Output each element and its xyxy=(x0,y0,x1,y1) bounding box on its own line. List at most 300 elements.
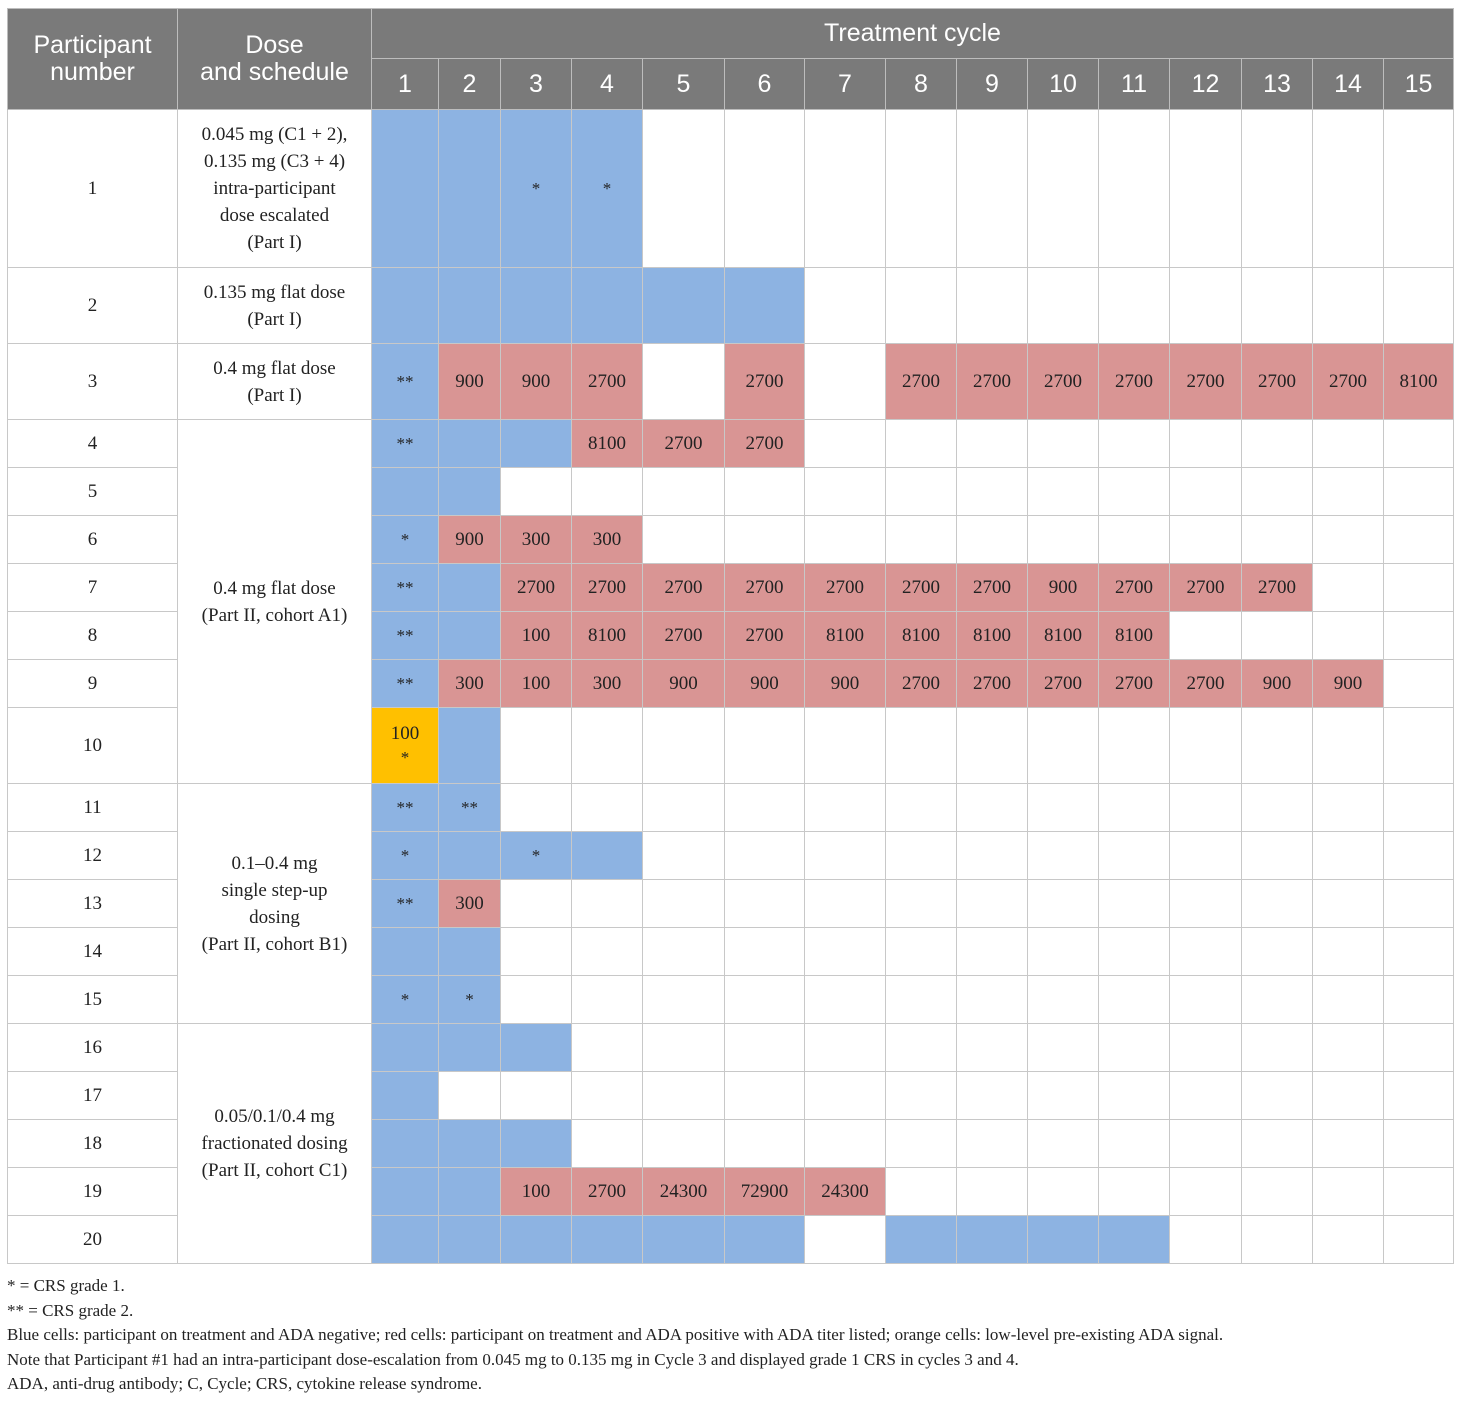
cycle-cell-ada-negative xyxy=(439,708,501,784)
cycle-cell-ada-negative xyxy=(372,928,439,976)
cycle-cell-empty xyxy=(1170,976,1242,1024)
cycle-cell-empty xyxy=(957,708,1028,784)
cycle-cell-empty xyxy=(572,880,643,928)
cycle-cell-empty xyxy=(957,1024,1028,1072)
cycle-cell-ada-positive: 2700 xyxy=(725,420,805,468)
cycle-cell-empty xyxy=(572,976,643,1024)
cycle-cell-empty xyxy=(725,1120,805,1168)
cycle-cell-empty xyxy=(1384,784,1454,832)
cycle-cell-ada-positive: 8100 xyxy=(1099,612,1170,660)
footnotes xyxy=(7,1274,1453,1397)
header-dose-line1: Dose xyxy=(245,31,304,59)
header-participant-line1: Participant xyxy=(33,31,152,59)
cycle-cell-empty xyxy=(1313,612,1384,660)
cycle-cell-ada-negative: * xyxy=(572,110,643,268)
cycle-cell-empty xyxy=(886,468,957,516)
cycle-cell-ada-positive: 2700 xyxy=(957,564,1028,612)
header-cycle-2: 2 xyxy=(439,59,501,110)
cycle-cell-empty xyxy=(1099,1024,1170,1072)
cycle-cell-empty xyxy=(805,976,886,1024)
cycle-cell-empty xyxy=(1313,1120,1384,1168)
cycle-cell-ada-positive: 2700 xyxy=(886,660,957,708)
cycle-cell-empty xyxy=(643,1024,725,1072)
cycle-cell-empty xyxy=(1313,784,1384,832)
cycle-cell-empty xyxy=(1384,832,1454,880)
cycle-cell-empty xyxy=(1170,110,1242,268)
dose-schedule-cell xyxy=(178,1024,372,1264)
cycle-cell-ada-negative xyxy=(372,268,439,344)
header-cycle-6: 6 xyxy=(725,59,805,110)
cycle-cell-empty xyxy=(1170,612,1242,660)
cycle-cell-ada-positive: 2700 xyxy=(957,344,1028,420)
header-cycle-1: 1 xyxy=(372,59,439,110)
dose-schedule-cell xyxy=(178,784,372,1024)
cycle-cell-empty xyxy=(643,1072,725,1120)
cycle-cell-ada-negative xyxy=(643,268,725,344)
cycle-cell-empty xyxy=(1170,708,1242,784)
cycle-cell-empty xyxy=(1242,1024,1313,1072)
cycle-cell-ada-negative xyxy=(1028,1216,1099,1264)
cycle-cell-ada-negative: * xyxy=(439,976,501,1024)
cycle-cell-empty xyxy=(1384,880,1454,928)
cycle-cell-ada-positive: 900 xyxy=(1242,660,1313,708)
dose-line: dose escalated xyxy=(219,205,330,226)
cycle-cell-ada-negative xyxy=(439,268,501,344)
dose-schedule-cell xyxy=(178,344,372,420)
cycle-cell-empty xyxy=(1170,928,1242,976)
participant-number-cell: 17 xyxy=(8,1072,178,1120)
cycle-cell-empty xyxy=(805,928,886,976)
cycle-cell-empty xyxy=(1099,784,1170,832)
cycle-cell-ada-positive: 8100 xyxy=(805,612,886,660)
cycle-cell-empty xyxy=(1384,468,1454,516)
dose-line: 0.4 mg flat dose xyxy=(213,577,336,599)
cycle-cell-ada-negative xyxy=(501,1120,572,1168)
header-cycle-12: 12 xyxy=(1170,59,1242,110)
dose-line: 0.1–0.4 mg xyxy=(231,852,318,874)
cycle-cell-empty xyxy=(886,516,957,564)
cycle-cell-ada-positive: 2700 xyxy=(886,564,957,612)
cycle-cell-ada-positive: 2700 xyxy=(1313,344,1384,420)
cycle-cell-empty xyxy=(501,1072,572,1120)
cycle-cell-empty xyxy=(957,268,1028,344)
cycle-cell-ada-positive: 900 xyxy=(439,516,501,564)
cycle-cell-empty xyxy=(1242,928,1313,976)
cycle-cell-empty xyxy=(886,880,957,928)
cycle-cell-empty xyxy=(957,880,1028,928)
participant-number-cell: 16 xyxy=(8,1024,178,1072)
cycle-cell-empty xyxy=(1313,1216,1384,1264)
cycle-cell-empty xyxy=(1313,1168,1384,1216)
cycle-cell-empty xyxy=(957,420,1028,468)
ada-crs-table xyxy=(7,8,1454,1264)
cycle-cell-empty xyxy=(805,1216,886,1264)
cycle-cell-empty xyxy=(1028,1072,1099,1120)
cycle-cell-empty xyxy=(643,1120,725,1168)
cycle-cell-empty xyxy=(886,1120,957,1168)
dose-line: (Part I) xyxy=(247,308,302,330)
table-row xyxy=(8,1024,1454,1072)
cycle-cell-ada-positive: 2700 xyxy=(1170,344,1242,420)
cycle-cell-empty xyxy=(1242,468,1313,516)
footnote-crs-grade-1: * = CRS grade 1. xyxy=(7,1276,125,1295)
cycle-cell-empty xyxy=(886,928,957,976)
participant-number-cell: 1 xyxy=(8,110,178,268)
header-cycle-4: 4 xyxy=(572,59,643,110)
cycle-cell-ada-positive: 2700 xyxy=(1028,344,1099,420)
cycle-cell-empty xyxy=(1099,1072,1170,1120)
cycle-cell-empty xyxy=(1028,1168,1099,1216)
table-row xyxy=(8,344,1454,420)
cycle-cell-empty xyxy=(1313,468,1384,516)
cycle-cell-empty xyxy=(805,344,886,420)
cycle-cell-ada-negative: * xyxy=(501,110,572,268)
cycle-cell-empty xyxy=(1099,268,1170,344)
cycle-cell-empty xyxy=(501,708,572,784)
cycle-cell-empty xyxy=(957,1072,1028,1120)
cycle-cell-ada-positive: 2700 xyxy=(1170,564,1242,612)
cycle-cell-empty xyxy=(1170,268,1242,344)
cycle-cell-empty xyxy=(1384,708,1454,784)
cycle-cell-ada-positive: 900 xyxy=(501,344,572,420)
cycle-cell-empty xyxy=(725,708,805,784)
dose-line: 0.135 mg (C3 + 4) xyxy=(203,151,346,172)
cycle-cell-ada-positive: 24300 xyxy=(805,1168,886,1216)
cycle-cell-ada-positive: 300 xyxy=(439,880,501,928)
cycle-cell-ada-negative xyxy=(372,1216,439,1264)
dose-line: fractionated dosing xyxy=(201,1133,348,1154)
table-body xyxy=(8,110,1454,1264)
cycle-cell-ada-positive: 2700 xyxy=(725,612,805,660)
cycle-cell-empty xyxy=(1313,564,1384,612)
cycle-cell-empty xyxy=(1170,1216,1242,1264)
cycle-cell-ada-negative xyxy=(957,1216,1028,1264)
cycle-cell-empty xyxy=(439,1072,501,1120)
cycle-cell-empty xyxy=(957,832,1028,880)
dose-line: (Part II, cohort B1) xyxy=(201,933,348,955)
ada-titer: 100 xyxy=(390,722,420,744)
cycle-cell-empty xyxy=(957,1168,1028,1216)
header-cycle-8: 8 xyxy=(886,59,957,110)
cycle-cell-ada-negative xyxy=(572,1216,643,1264)
cycle-cell-empty xyxy=(1384,268,1454,344)
cycle-cell-ada-negative: * xyxy=(372,832,439,880)
dose-schedule-cell xyxy=(178,420,372,784)
cycle-cell-empty xyxy=(1313,420,1384,468)
cycle-cell-ada-negative xyxy=(439,1120,501,1168)
cycle-cell-empty xyxy=(501,928,572,976)
cycle-cell-ada-negative xyxy=(439,612,501,660)
participant-number-cell: 18 xyxy=(8,1120,178,1168)
header-cycle-5: 5 xyxy=(643,59,725,110)
dose-line: (Part I) xyxy=(247,384,302,406)
cycle-cell-ada-negative xyxy=(501,1024,572,1072)
cycle-cell-empty xyxy=(1313,1024,1384,1072)
cycle-cell-empty xyxy=(643,516,725,564)
cycle-cell-empty xyxy=(1028,708,1099,784)
cycle-cell-empty xyxy=(1384,1024,1454,1072)
participant-number-cell: 2 xyxy=(8,268,178,344)
cycle-cell-empty xyxy=(805,420,886,468)
cycle-cell-ada-negative xyxy=(439,928,501,976)
cycle-cell-empty xyxy=(805,1120,886,1168)
cycle-cell-ada-negative xyxy=(439,1024,501,1072)
dose-line: dosing xyxy=(249,906,300,928)
cycle-cell-ada-negative xyxy=(372,1072,439,1120)
cycle-cell-empty xyxy=(886,268,957,344)
cycle-cell-empty xyxy=(1099,420,1170,468)
cycle-cell-empty xyxy=(1170,1024,1242,1072)
cycle-cell-ada-negative xyxy=(725,1216,805,1264)
header-cycle-10: 10 xyxy=(1028,59,1099,110)
cycle-cell-ada-positive: 900 xyxy=(1313,660,1384,708)
cycle-cell-empty xyxy=(1170,832,1242,880)
participant-number-cell: 12 xyxy=(8,832,178,880)
cycle-cell-ada-negative xyxy=(501,420,572,468)
cycle-cell-ada-positive: 2700 xyxy=(1099,660,1170,708)
cycle-cell-empty xyxy=(725,516,805,564)
cycle-cell-ada-negative xyxy=(439,1216,501,1264)
cycle-cell-empty xyxy=(572,708,643,784)
cycle-cell-empty xyxy=(805,268,886,344)
cycle-cell-empty xyxy=(957,516,1028,564)
cycle-cell-empty xyxy=(1028,420,1099,468)
cycle-cell-ada-negative xyxy=(572,832,643,880)
cycle-cell-empty xyxy=(886,1168,957,1216)
cycle-cell-empty xyxy=(1170,516,1242,564)
cycle-cell-empty xyxy=(1384,1216,1454,1264)
cycle-cell-empty xyxy=(1313,976,1384,1024)
cycle-cell-ada-negative: ** xyxy=(439,784,501,832)
cycle-cell-ada-positive: 300 xyxy=(501,516,572,564)
cycle-cell-empty xyxy=(805,832,886,880)
cycle-cell-ada-positive: 2700 xyxy=(725,564,805,612)
cycle-cell-empty xyxy=(1028,928,1099,976)
header-dose-line2: and schedule xyxy=(200,58,349,86)
cycle-cell-ada-positive: 8100 xyxy=(572,612,643,660)
cycle-cell-empty xyxy=(725,468,805,516)
cycle-cell-empty xyxy=(1170,1168,1242,1216)
cycle-cell-ada-positive: 2700 xyxy=(643,420,725,468)
cycle-cell-ada-negative: * xyxy=(372,976,439,1024)
header-participant-line2: number xyxy=(50,58,135,86)
dose-line: (Part II, cohort A1) xyxy=(201,604,348,626)
cycle-cell-ada-negative xyxy=(886,1216,957,1264)
footnote-crs-grade-2: ** = CRS grade 2. xyxy=(7,1300,134,1320)
cycle-cell-ada-negative xyxy=(501,1216,572,1264)
dose-line: 0.4 mg flat dose xyxy=(213,357,336,379)
cycle-cell-ada-positive: 2700 xyxy=(1242,344,1313,420)
cycle-cell-empty xyxy=(1242,1120,1313,1168)
cycle-cell-empty xyxy=(1242,1216,1313,1264)
footnote-participant-1-note: Note that Participant #1 had an intra-participant dose-escalation from 0.045 mg to 0.135 mg in Cycle 3 and displayed grade 1 CRS in cycles 3 and 4. xyxy=(7,1349,1019,1369)
cycle-cell-empty xyxy=(805,1072,886,1120)
cycle-cell-empty xyxy=(572,928,643,976)
cycle-cell-empty xyxy=(643,928,725,976)
dose-schedule-cell xyxy=(178,268,372,344)
cycle-cell-ada-negative: ** xyxy=(372,880,439,928)
cycle-cell-empty xyxy=(1384,1072,1454,1120)
dose-line: (Part II, cohort C1) xyxy=(201,1160,348,1181)
cycle-cell-empty xyxy=(1384,516,1454,564)
cycle-cell-ada-negative xyxy=(439,468,501,516)
header-cycle-9: 9 xyxy=(957,59,1028,110)
cycle-cell-empty xyxy=(957,1120,1028,1168)
header-cycle-13: 13 xyxy=(1242,59,1313,110)
cycle-cell-empty xyxy=(725,110,805,268)
cycle-cell-empty xyxy=(1028,468,1099,516)
cycle-cell-empty xyxy=(957,784,1028,832)
cycle-cell-empty xyxy=(1099,880,1170,928)
cycle-cell-ada-positive: 2700 xyxy=(643,564,725,612)
cycle-cell-ada-positive: 100 xyxy=(501,612,572,660)
cycle-cell-empty xyxy=(1242,516,1313,564)
cycle-cell-ada-positive: 2700 xyxy=(1099,564,1170,612)
header-dose-schedule xyxy=(178,9,372,110)
cycle-cell-ada-negative xyxy=(439,420,501,468)
table-row xyxy=(8,110,1454,268)
cycle-cell-preexisting-ada xyxy=(372,708,439,784)
cycle-cell-empty xyxy=(957,928,1028,976)
header-participant-number xyxy=(8,9,178,110)
cycle-cell-ada-positive: 8100 xyxy=(1384,344,1454,420)
cycle-cell-empty xyxy=(1099,110,1170,268)
cycle-cell-empty xyxy=(1099,1120,1170,1168)
cycle-cell-empty xyxy=(643,708,725,784)
cycle-cell-ada-negative: ** xyxy=(372,420,439,468)
cycle-cell-empty xyxy=(643,976,725,1024)
cycle-cell-empty xyxy=(1242,784,1313,832)
cycle-cell-empty xyxy=(1384,612,1454,660)
cycle-cell-ada-positive: 100 xyxy=(501,660,572,708)
participant-number-cell: 13 xyxy=(8,880,178,928)
cycle-cell-empty xyxy=(1242,880,1313,928)
cycle-cell-ada-negative xyxy=(1099,1216,1170,1264)
participant-number-cell: 8 xyxy=(8,612,178,660)
cycle-cell-empty xyxy=(1028,784,1099,832)
cycle-cell-empty xyxy=(1028,976,1099,1024)
cycle-cell-empty xyxy=(805,516,886,564)
cycle-cell-ada-negative: ** xyxy=(372,784,439,832)
participant-number-cell: 6 xyxy=(8,516,178,564)
cycle-cell-ada-positive: 8100 xyxy=(957,612,1028,660)
cycle-cell-ada-positive: 2700 xyxy=(572,1168,643,1216)
cycle-cell-empty xyxy=(643,110,725,268)
cycle-cell-ada-positive: 900 xyxy=(805,660,886,708)
cycle-cell-ada-positive: 300 xyxy=(439,660,501,708)
cycle-cell-empty xyxy=(1170,420,1242,468)
cycle-cell-ada-negative xyxy=(372,468,439,516)
cycle-cell-ada-negative: ** xyxy=(372,612,439,660)
cycle-cell-empty xyxy=(1099,832,1170,880)
cycle-cell-empty xyxy=(1170,784,1242,832)
cycle-cell-ada-negative xyxy=(643,1216,725,1264)
cycle-cell-ada-positive: 900 xyxy=(725,660,805,708)
cycle-cell-empty xyxy=(886,708,957,784)
cycle-cell-empty xyxy=(1028,1120,1099,1168)
cycle-cell-ada-positive: 2700 xyxy=(1170,660,1242,708)
cycle-cell-empty xyxy=(1170,1072,1242,1120)
cycle-cell-empty xyxy=(643,784,725,832)
cycle-cell-ada-positive: 900 xyxy=(1028,564,1099,612)
crs-mark: * xyxy=(400,747,410,767)
cycle-cell-empty xyxy=(1170,468,1242,516)
cycle-cell-empty xyxy=(1028,110,1099,268)
cycle-cell-ada-positive: 300 xyxy=(572,516,643,564)
participant-number-cell: 14 xyxy=(8,928,178,976)
participant-number-cell: 15 xyxy=(8,976,178,1024)
table-row xyxy=(8,420,1454,468)
cycle-cell-empty xyxy=(886,420,957,468)
cycle-cell-empty xyxy=(572,1024,643,1072)
cycle-cell-ada-positive: 24300 xyxy=(643,1168,725,1216)
cycle-cell-empty xyxy=(1242,420,1313,468)
cycle-cell-ada-negative: ** xyxy=(372,564,439,612)
header-cycle-11: 11 xyxy=(1099,59,1170,110)
participant-number-cell: 5 xyxy=(8,468,178,516)
participant-number-cell: 3 xyxy=(8,344,178,420)
participant-number-cell: 10 xyxy=(8,708,178,784)
cycle-cell-empty xyxy=(643,344,725,420)
cycle-cell-empty xyxy=(572,1120,643,1168)
cycle-cell-empty xyxy=(1242,1072,1313,1120)
cycle-cell-empty xyxy=(1028,880,1099,928)
cycle-cell-empty xyxy=(1313,110,1384,268)
cycle-cell-ada-negative xyxy=(439,832,501,880)
cycle-cell-empty xyxy=(1099,468,1170,516)
footnote-color-legend: Blue cells: participant on treatment and ADA negative; red cells: participant on treatment and ADA positive with ADA titer listed; orange cells: low-level pre-existing ADA signal. xyxy=(7,1325,1224,1344)
cycle-cell-empty xyxy=(1242,708,1313,784)
cycle-cell-empty xyxy=(572,784,643,832)
header-cycle-7: 7 xyxy=(805,59,886,110)
cycle-cell-ada-negative: ** xyxy=(372,660,439,708)
cycle-cell-empty xyxy=(1313,928,1384,976)
cycle-cell-empty xyxy=(1242,612,1313,660)
cycle-cell-empty xyxy=(1099,708,1170,784)
participant-number-cell: 4 xyxy=(8,420,178,468)
cycle-cell-empty xyxy=(1242,1168,1313,1216)
cycle-cell-ada-positive: 900 xyxy=(643,660,725,708)
cycle-cell-empty xyxy=(957,976,1028,1024)
header-cycle-15: 15 xyxy=(1384,59,1454,110)
cycle-cell-ada-negative xyxy=(725,268,805,344)
cycle-cell-empty xyxy=(643,832,725,880)
cycle-cell-ada-negative: ** xyxy=(372,344,439,420)
participant-number-cell: 11 xyxy=(8,784,178,832)
cycle-cell-ada-negative: * xyxy=(501,832,572,880)
table-row xyxy=(8,268,1454,344)
dose-schedule-cell xyxy=(178,110,372,268)
dose-line: 0.05/0.1/0.4 mg xyxy=(214,1106,335,1127)
cycle-cell-empty xyxy=(805,880,886,928)
cycle-cell-ada-negative: * xyxy=(372,516,439,564)
cycle-cell-empty xyxy=(805,784,886,832)
cycle-cell-empty xyxy=(1313,1072,1384,1120)
cycle-cell-empty xyxy=(725,784,805,832)
cycle-cell-empty xyxy=(1384,1120,1454,1168)
cycle-cell-ada-negative xyxy=(572,268,643,344)
cycle-cell-empty xyxy=(1313,708,1384,784)
cycle-cell-ada-positive: 8100 xyxy=(1028,612,1099,660)
cycle-cell-empty xyxy=(1384,660,1454,708)
cycle-cell-ada-positive: 300 xyxy=(572,660,643,708)
cycle-cell-empty xyxy=(1242,110,1313,268)
header-cycle-14: 14 xyxy=(1313,59,1384,110)
cycle-cell-empty xyxy=(643,880,725,928)
cycle-cell-empty xyxy=(501,784,572,832)
cycle-cell-empty xyxy=(1099,928,1170,976)
cycle-cell-empty xyxy=(1028,1024,1099,1072)
